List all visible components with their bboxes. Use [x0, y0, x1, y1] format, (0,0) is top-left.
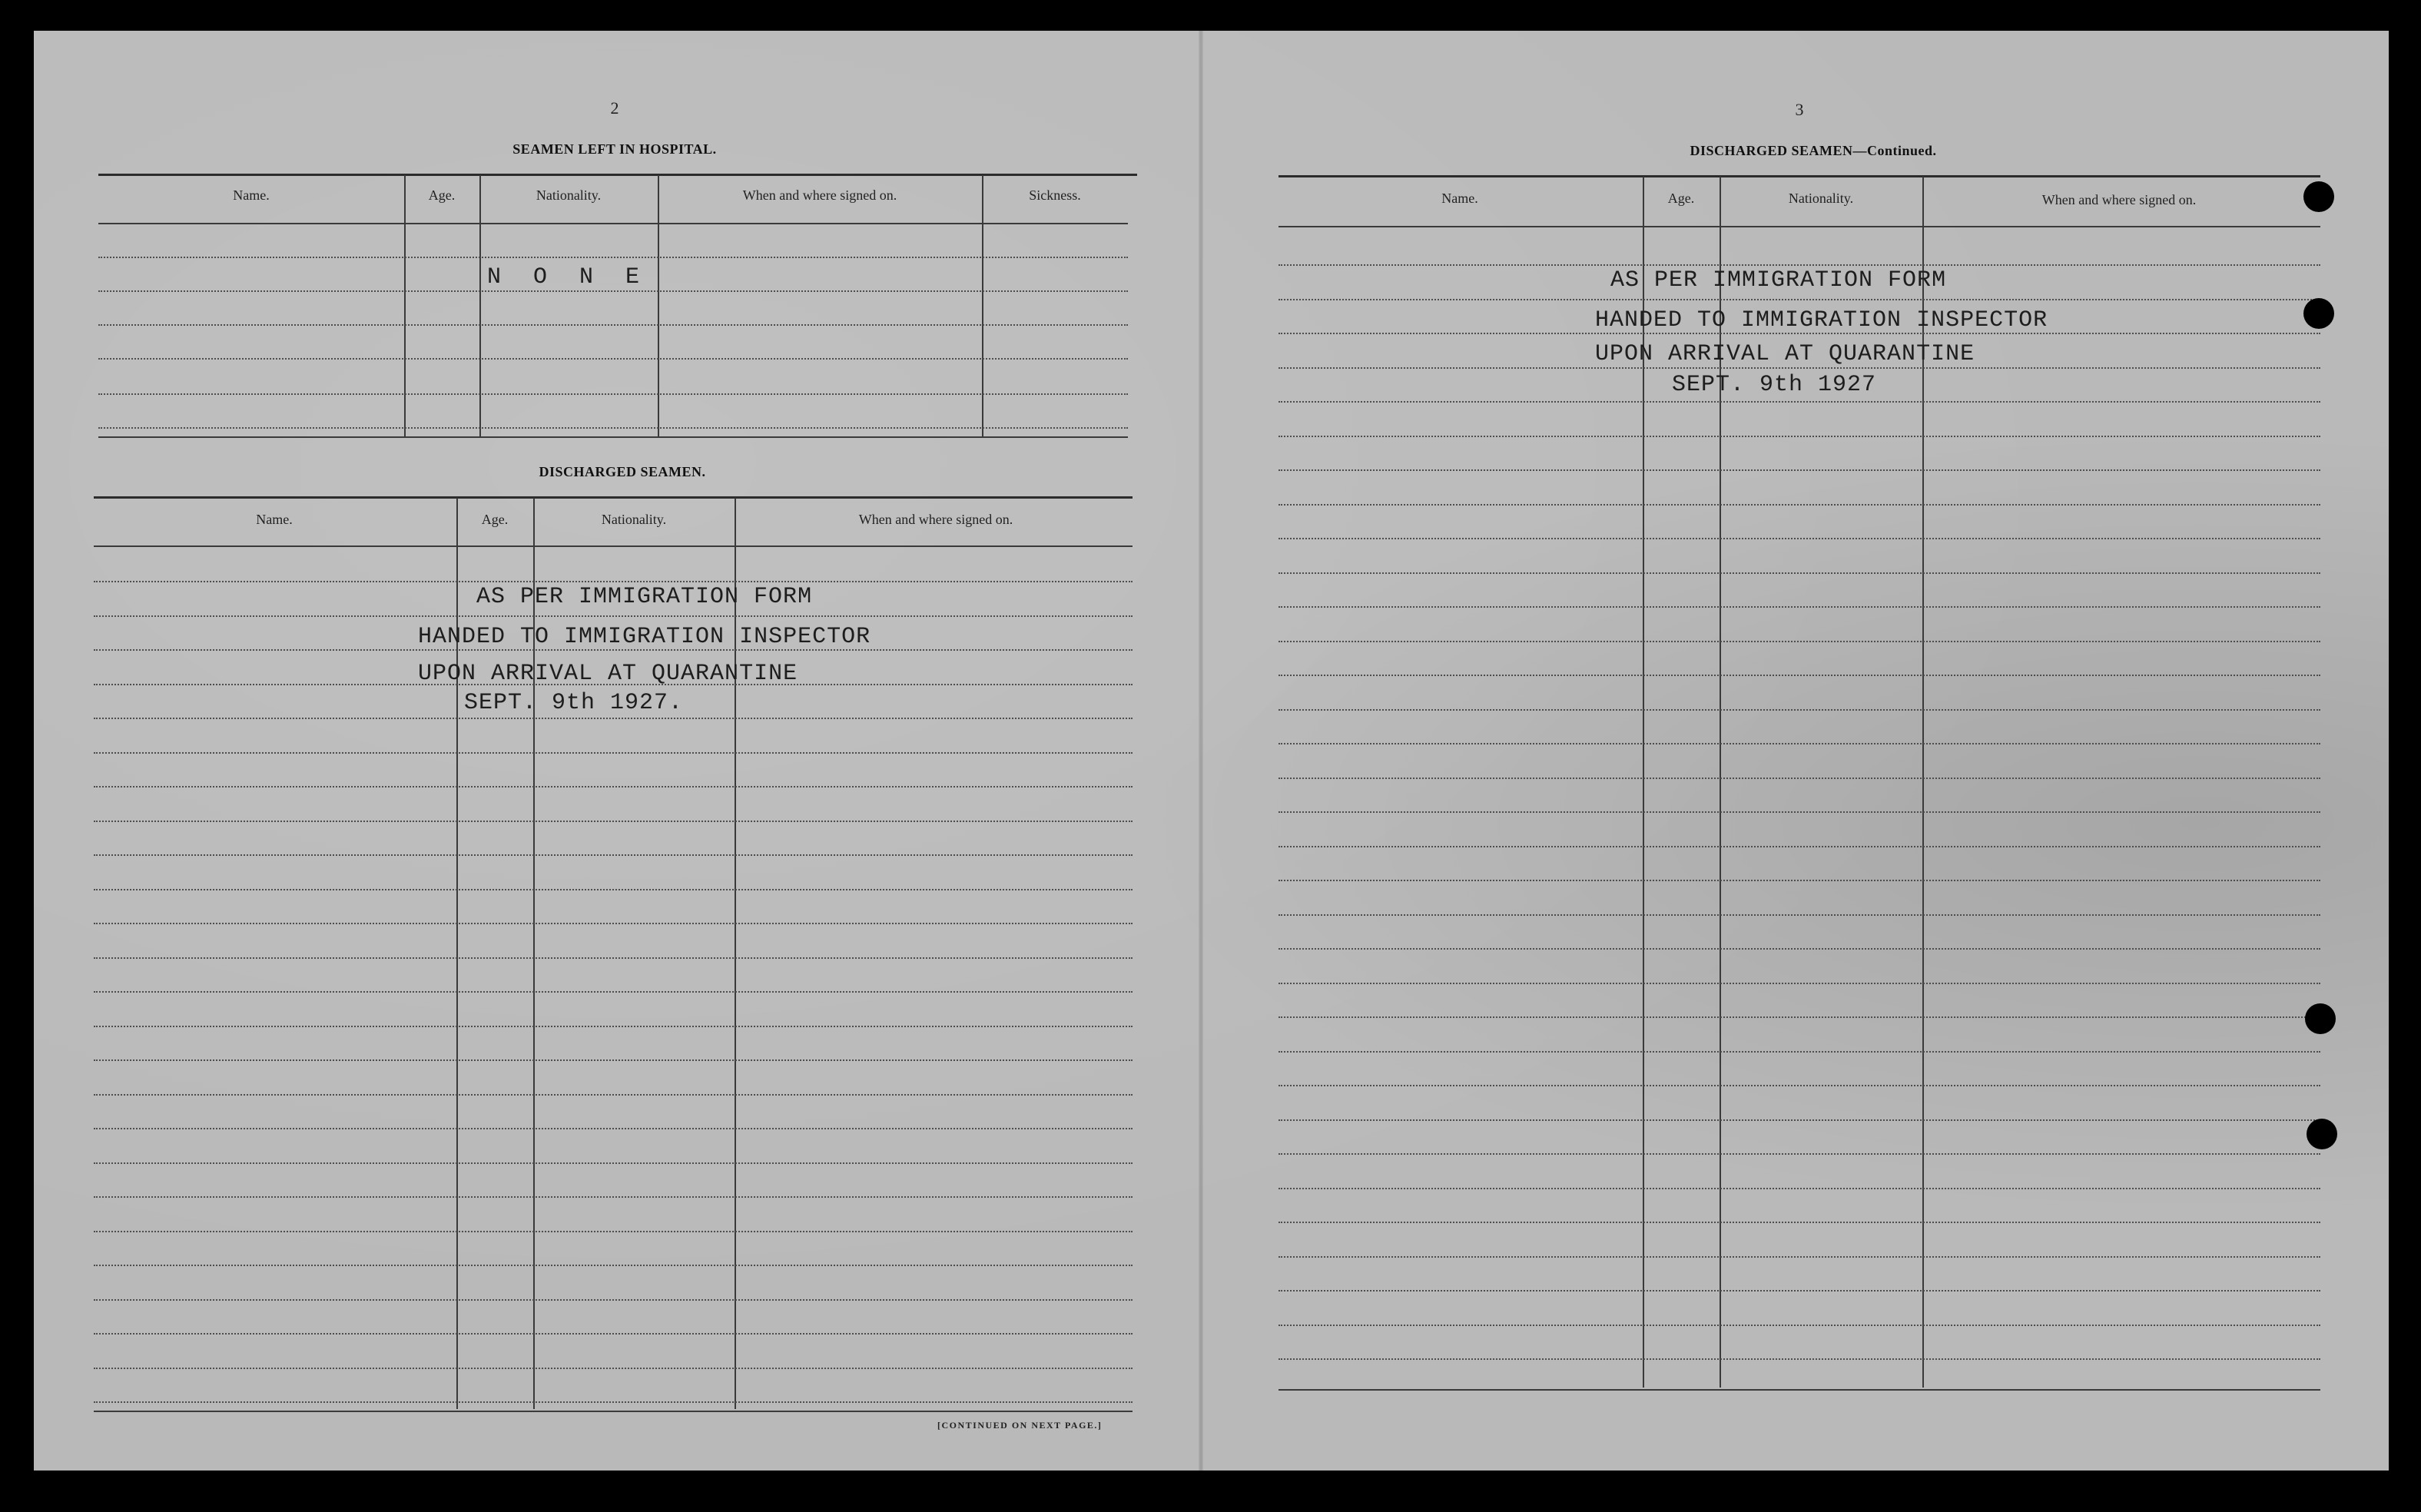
ruled-line [94, 581, 1133, 582]
left-typed-line-4: SEPT. 9th 1927. [464, 690, 684, 716]
ruled-line [1278, 1325, 2320, 1326]
ruled-line [94, 1333, 1133, 1335]
right-col-name: Name. [1441, 191, 1478, 206]
left-typed-line-1: AS PER IMMIGRATION FORM [476, 584, 813, 610]
ruled-line [94, 1265, 1133, 1266]
ruled-line [94, 854, 1133, 856]
right-col-nationality: Nationality. [1788, 191, 1854, 206]
ruled-line [1278, 914, 2320, 916]
hospital-col-signed-on: When and where signed on. [742, 187, 897, 203]
ruled-line [94, 923, 1133, 924]
page-fold [1199, 31, 1203, 1471]
ruled-line [94, 1094, 1133, 1096]
discharged-section-title: DISCHARGED SEAMEN. [539, 464, 706, 479]
right-table-top-rule [1278, 175, 2320, 177]
hospital-ruled-line [98, 324, 1128, 326]
ruled-line [94, 957, 1133, 959]
discharged-table-bottom-rule [94, 1411, 1133, 1412]
ruled-line [1278, 1222, 2320, 1223]
ruled-line [1278, 401, 2320, 403]
ruled-line [1278, 572, 2320, 574]
right-typed-line-1: AS PER IMMIGRATION FORM [1610, 267, 1947, 293]
right-typed-line-4: SEPT. 9th 1927 [1672, 372, 1877, 398]
ruled-line [94, 1196, 1133, 1198]
ruled-line [94, 821, 1133, 822]
ruled-line [94, 1162, 1133, 1164]
ruled-line [1278, 743, 2320, 744]
ruled-line [1278, 1016, 2320, 1018]
ruled-line [1278, 983, 2320, 984]
hospital-divider [404, 175, 406, 436]
ruled-line [1278, 811, 2320, 813]
ruled-line [94, 1059, 1133, 1061]
discharged-col-name: Name. [256, 512, 293, 527]
hospital-col-nationality: Nationality. [536, 187, 602, 203]
document-sheet [34, 31, 2389, 1471]
right-section-title-main: DISCHARGED SEAMEN [1690, 143, 1853, 158]
discharged-col-nationality: Nationality. [601, 512, 667, 527]
ruled-line [1278, 436, 2320, 437]
ruled-line [94, 752, 1133, 754]
hospital-header-rule [98, 223, 1128, 224]
hospital-divider [658, 175, 659, 436]
discharged-col-age: Age. [481, 512, 509, 527]
right-typed-line-2: HANDED TO IMMIGRATION INSPECTOR [1595, 307, 2048, 333]
punch-hole [2303, 181, 2334, 212]
ruled-line [1278, 504, 2320, 506]
ruled-line [1278, 1256, 2320, 1258]
ruled-line [1278, 538, 2320, 539]
right-typed-line-3: UPON ARRIVAL AT QUARANTINE [1595, 341, 1975, 367]
right-col-signed-on: When and where signed on. [2041, 192, 2197, 207]
hospital-table-bottom-rule [98, 436, 1128, 438]
discharged-header-rule [94, 545, 1133, 547]
hospital-divider [479, 175, 481, 436]
ruled-line [1278, 299, 2320, 300]
ruled-line [94, 991, 1133, 993]
ruled-line [1278, 846, 2320, 847]
ruled-line [94, 1401, 1133, 1403]
ruled-line [1278, 1085, 2320, 1086]
ruled-line [1278, 1119, 2320, 1121]
right-section-title-suffix: —Continued. [1852, 143, 1937, 158]
hospital-ruled-line [98, 358, 1128, 360]
continued-note: [CONTINUED ON NEXT PAGE.] [937, 1420, 1103, 1431]
hospital-col-age: Age. [428, 187, 456, 203]
hospital-ruled-line [98, 427, 1128, 429]
left-typed-line-3: UPON ARRIVAL AT QUARANTINE [418, 661, 798, 687]
hospital-ruled-line [98, 290, 1128, 292]
ruled-line [94, 1128, 1133, 1129]
ruled-line [1278, 1153, 2320, 1155]
ruled-line [1278, 469, 2320, 471]
ruled-line [1278, 1358, 2320, 1360]
ruled-line [1278, 264, 2320, 266]
ruled-line [1278, 1188, 2320, 1189]
ruled-line [1278, 880, 2320, 881]
discharged-table-top-rule [94, 496, 1133, 499]
ruled-line [1278, 1290, 2320, 1292]
hospital-col-sickness: Sickness. [1029, 187, 1081, 203]
hospital-divider [982, 175, 983, 436]
ruled-line [1278, 948, 2320, 950]
ruled-line [1278, 367, 2320, 369]
ruled-line [94, 615, 1133, 617]
right-header-rule [1278, 226, 2320, 227]
hospital-none-entry: N O N E [487, 264, 649, 290]
right-page-number: 3 [1795, 100, 1804, 119]
right-col-age: Age. [1667, 191, 1695, 206]
hospital-col-name: Name. [233, 187, 270, 203]
ruled-line [94, 889, 1133, 890]
ruled-line [1278, 1051, 2320, 1053]
ruled-line [1278, 778, 2320, 779]
ruled-line [94, 1231, 1133, 1232]
discharged-col-signed-on: When and where signed on. [858, 512, 1013, 527]
punch-hole [2305, 1003, 2336, 1034]
ruled-line [94, 1026, 1133, 1027]
hospital-section-title: SEAMEN LEFT IN HOSPITAL. [512, 141, 717, 157]
ruled-line [1278, 675, 2320, 676]
left-typed-line-2: HANDED TO IMMIGRATION INSPECTOR [418, 624, 871, 650]
ruled-line [94, 786, 1133, 788]
punch-hole [2303, 298, 2334, 329]
left-page-number: 2 [610, 98, 619, 118]
ruled-line [1278, 641, 2320, 642]
hospital-ruled-line [98, 393, 1128, 395]
ruled-line [1278, 606, 2320, 608]
ruled-line [1278, 709, 2320, 711]
ruled-line [94, 1299, 1133, 1301]
ruled-line [94, 718, 1133, 719]
ruled-line [94, 1368, 1133, 1369]
hospital-ruled-line [98, 257, 1128, 258]
right-table-bottom-rule [1278, 1389, 2320, 1391]
punch-hole [2307, 1119, 2337, 1149]
right-section-title [1613, 143, 2013, 159]
